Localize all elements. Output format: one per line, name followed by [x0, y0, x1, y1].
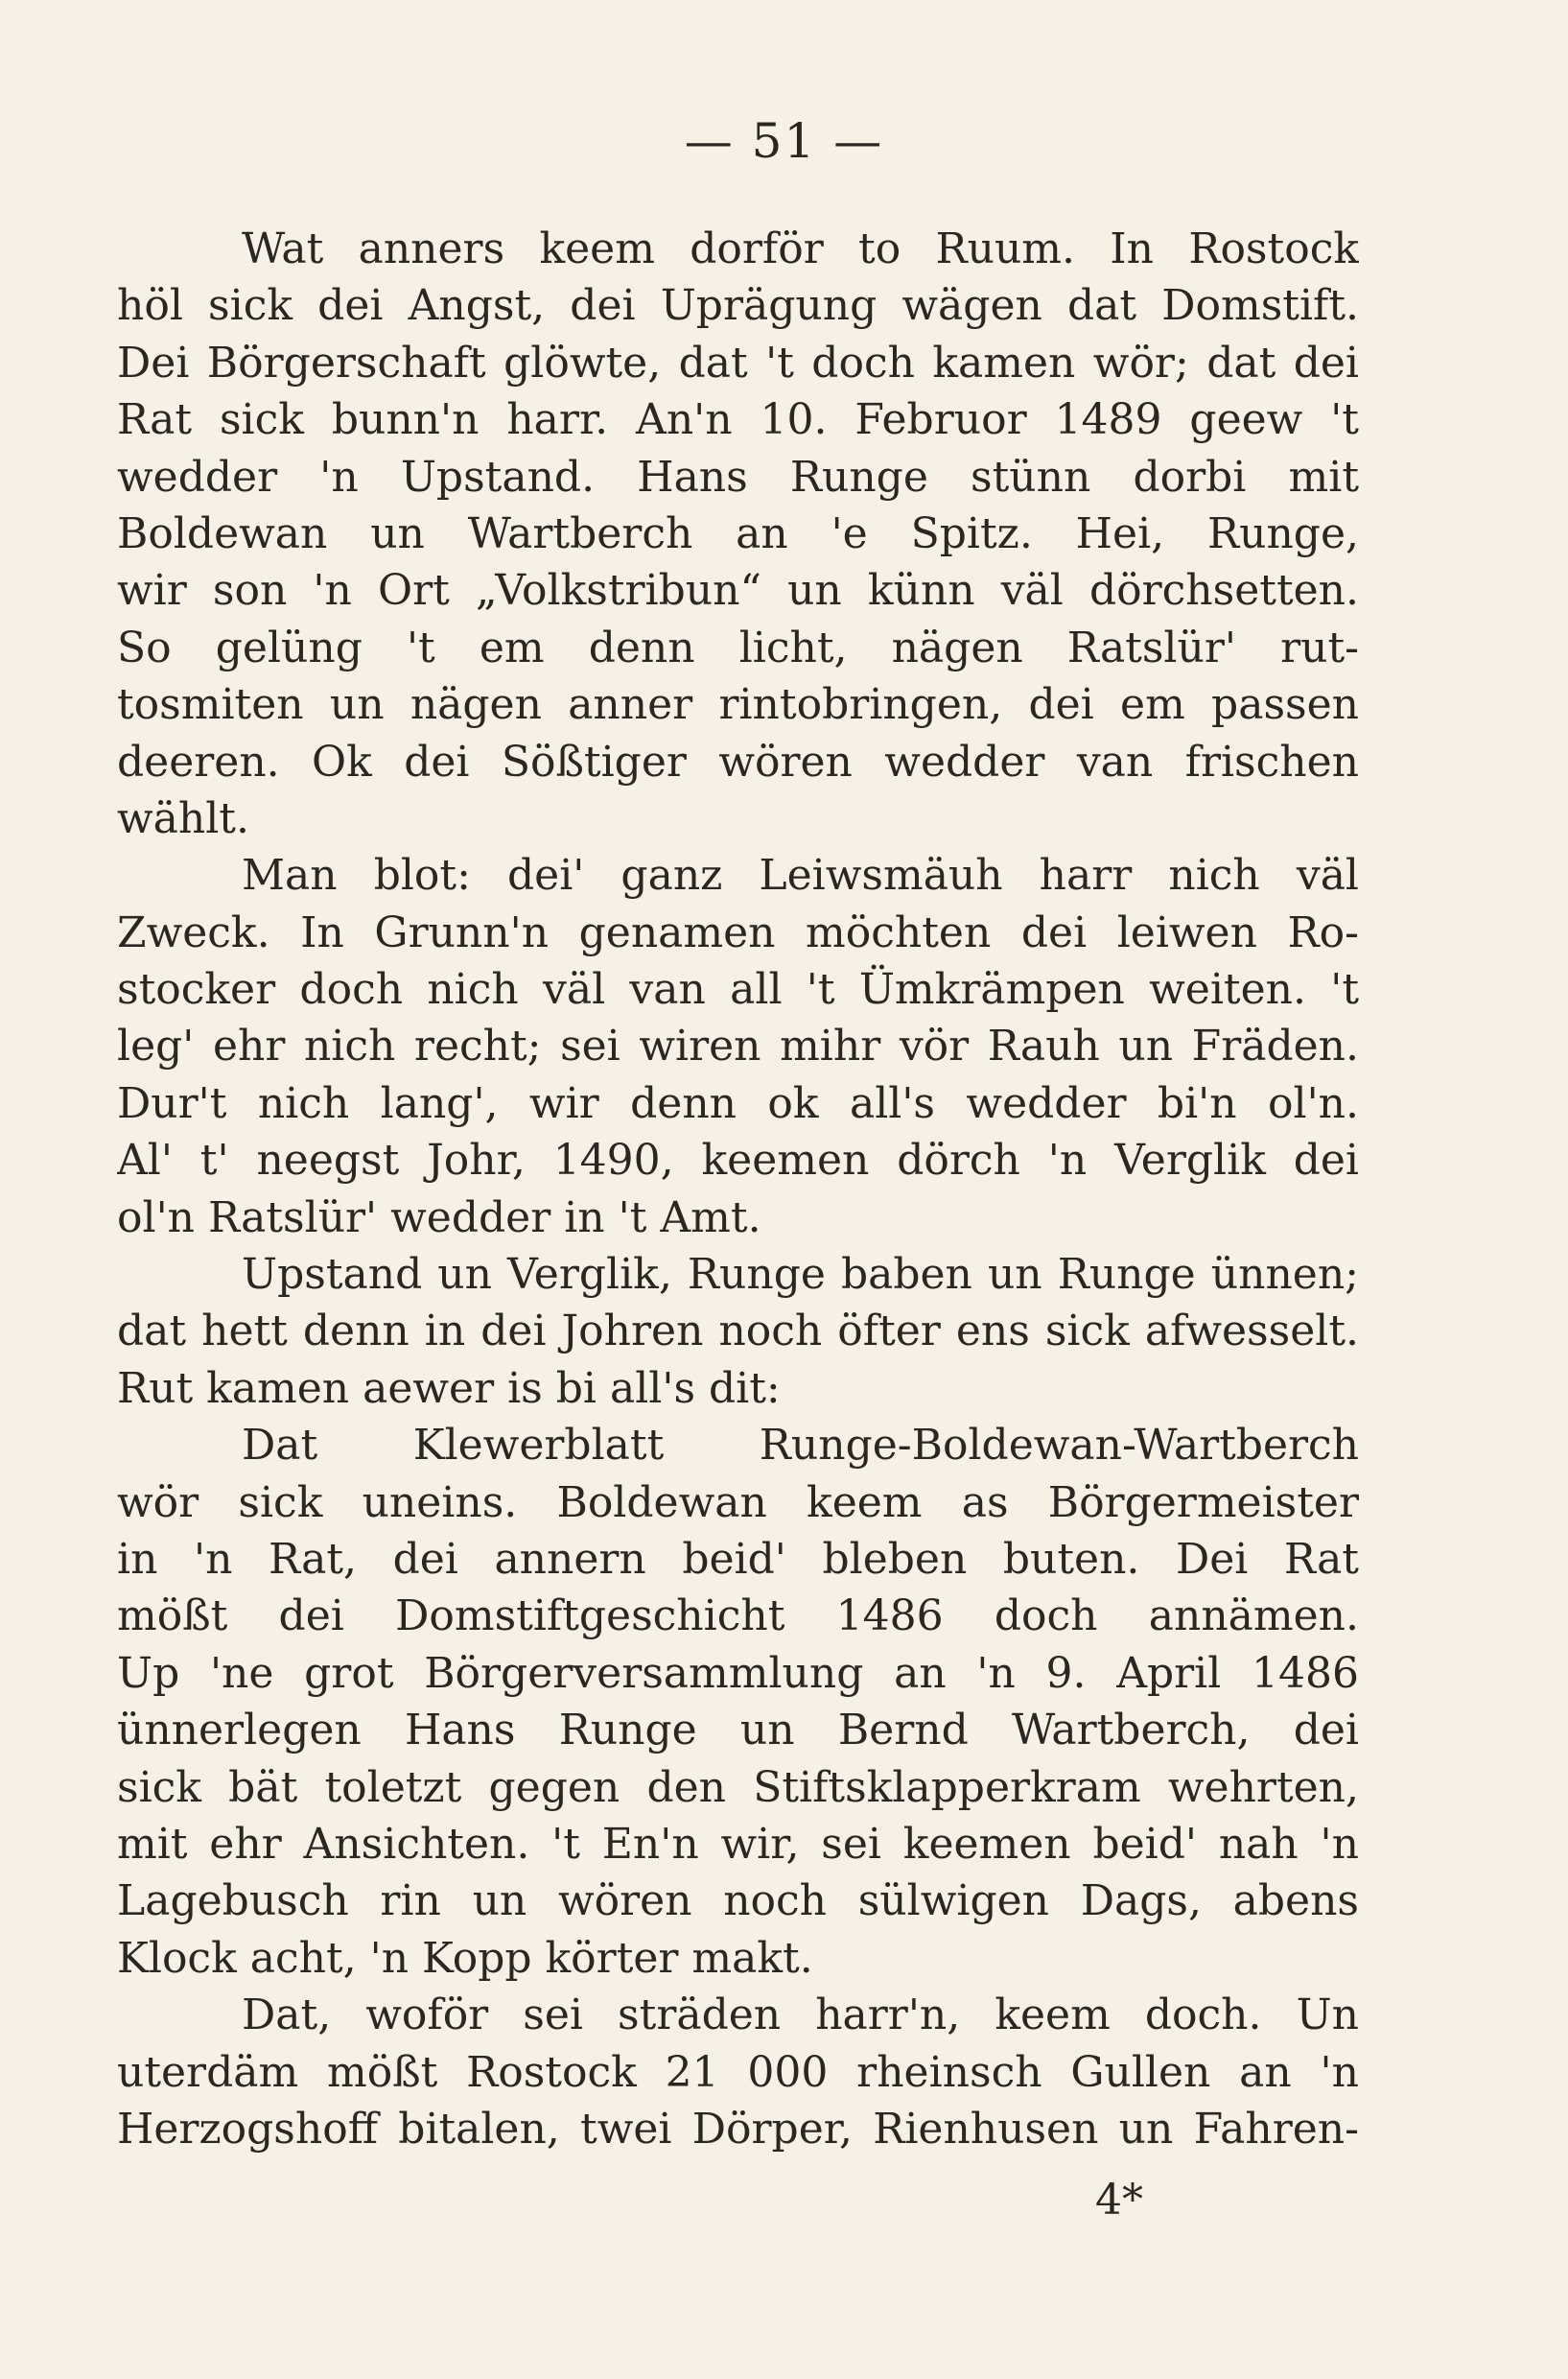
- text-line: dat hett denn in dei Johren noch öfter ens sick afwesselt.: [117, 1307, 1359, 1356]
- text-line: Dat, woför sei sträden harr'n, keem doch. Un: [242, 1990, 1359, 2040]
- text-line: deeren. Ok dei Sößtiger wören wedder van frischen: [117, 737, 1359, 787]
- text-line: wählt.: [117, 793, 249, 843]
- text-line: Lagebusch rin un wören noch sülwigen Dags, abens: [117, 1876, 1359, 1926]
- text-line: Upstand un Verglik, Runge baben un Runge ünnen;: [242, 1250, 1359, 1300]
- body-text: [117, 221, 1359, 2157]
- text-line: sick bät toletzt gegen den Stiftsklapperkram wehrten,: [117, 1762, 1359, 1812]
- text-line: uterdäm mößt Rostock 21 000 rheinsch Gullen an 'n: [117, 2047, 1359, 2097]
- text-line: Al' t' neegst Johr, 1490, keemen dörch 'n Verglik dei: [117, 1136, 1359, 1186]
- text-line: Dat Klewerblatt Runge-Boldewan-Wartberch: [242, 1421, 1359, 1471]
- text-line: wir son 'n Ort „Volkstribun“ un künn väl dörchsetten.: [117, 566, 1359, 616]
- text-line: in 'n Rat, dei annern beid' bleben buten. Dei Rat: [117, 1534, 1359, 1584]
- text-line: Up 'ne grot Börgerversammlung an 'n 9. April 1486: [117, 1648, 1359, 1698]
- text-line: Klock acht, 'n Kopp körter makt.: [117, 1933, 813, 1983]
- page-number-header: — 51 —: [684, 113, 884, 169]
- text-line: mößt dei Domstiftgeschicht 1486 doch annämen.: [117, 1591, 1359, 1641]
- text-line: So gelüng 't em denn licht, nägen Ratslür' rut-: [117, 623, 1359, 672]
- text-line: höl sick dei Angst, dei Uprägung wägen dat Domstift.: [117, 281, 1359, 331]
- text-line: Herzogshoff bitalen, twei Dörper, Rienhusen un Fahren-: [117, 2104, 1359, 2154]
- text-line: ünnerlegen Hans Runge un Bernd Wartberch, dei: [117, 1706, 1359, 1755]
- text-line: Boldewan un Wartberch an 'e Spitz. Hei, Runge,: [117, 508, 1359, 558]
- text-line: Rut kamen aewer is bi all's dit:: [117, 1363, 781, 1413]
- text-line: tosmiten un nägen anner rintobringen, dei em passen: [117, 680, 1359, 730]
- text-line: Dei Börgerschaft glöwte, dat 't doch kamen wör; dat dei: [117, 338, 1359, 388]
- text-line: Man blot: dei' ganz Leiwsmäuh harr nich väl: [242, 851, 1359, 901]
- text-line: Dur't nich lang', wir denn ok all's wedder bi'n ol'n.: [117, 1078, 1359, 1128]
- text-line: stocker doch nich väl van all 't Ümkrämpen weiten. 't: [117, 965, 1359, 1015]
- text-line: leg' ehr nich recht; sei wiren mihr vör Rauh un Fräden.: [117, 1022, 1359, 1072]
- text-line: wör sick uneins. Boldewan keem as Börgermeister: [117, 1477, 1359, 1527]
- text-line: Wat anners keem dorför to Ruum. In Rostock: [242, 224, 1359, 273]
- text-line: mit ehr Ansichten. 't En'n wir, sei keemen beid' nah 'n: [117, 1819, 1359, 1869]
- text-line: ol'n Ratslür' wedder in 't Amt.: [117, 1192, 761, 1242]
- signature-mark: 4*: [1095, 2176, 1143, 2225]
- text-line: wedder 'n Upstand. Hans Runge stünn dorbi mit: [117, 452, 1359, 502]
- text-line: Rat sick bunn'n harr. An'n 10. Februor 1489 geew 't: [117, 395, 1359, 445]
- text-line: Zweck. In Grunn'n genamen möchten dei leiwen Ro-: [117, 907, 1359, 957]
